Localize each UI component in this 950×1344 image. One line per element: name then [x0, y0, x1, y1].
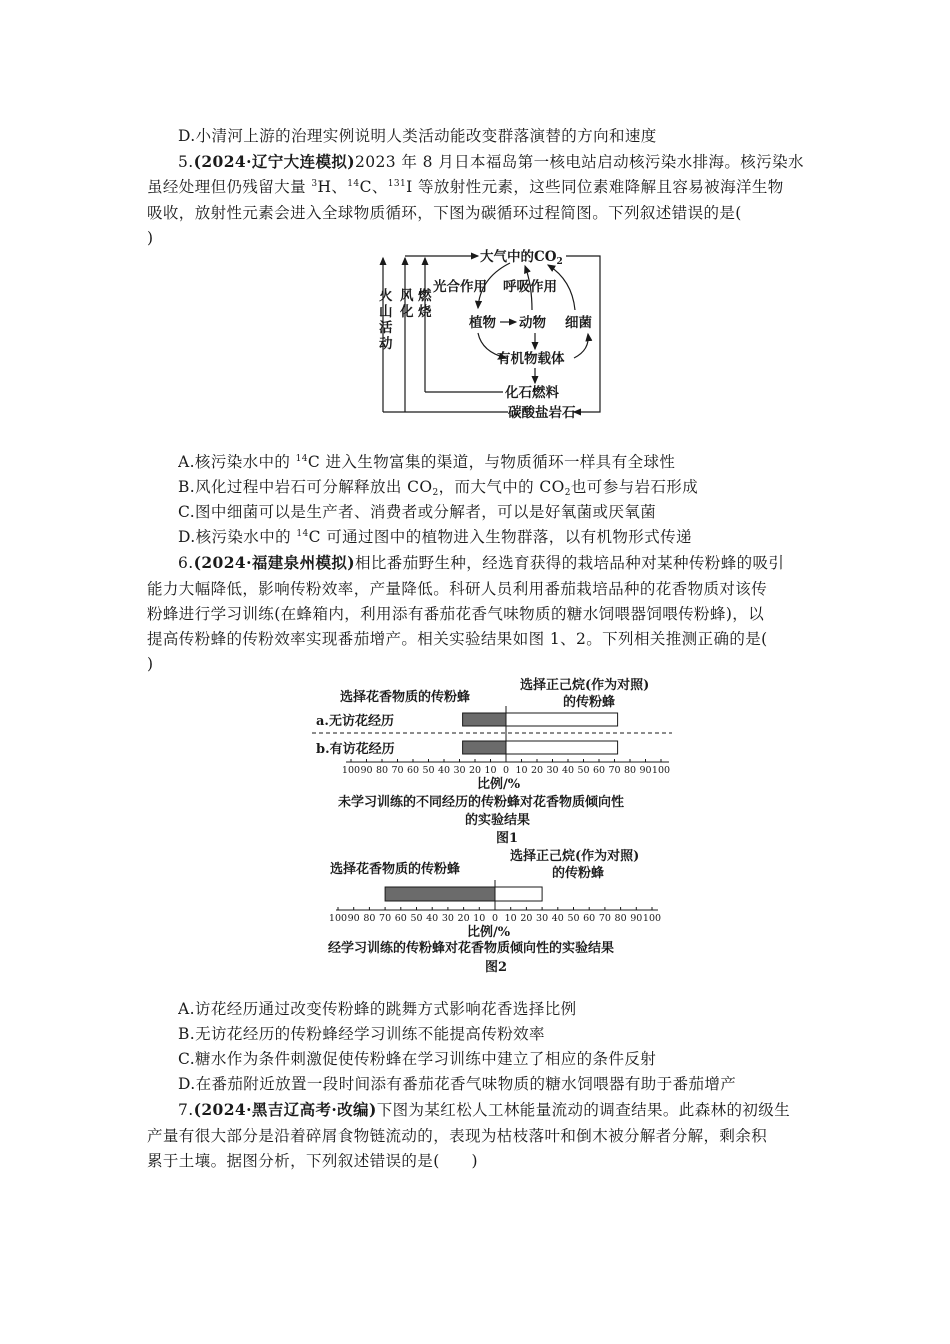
- tick-label: 50: [567, 913, 580, 924]
- tick-label: 20: [530, 765, 544, 776]
- label-volcanic-char: 动: [379, 336, 393, 352]
- tick-label: 30: [536, 913, 549, 924]
- tick-label: 60: [406, 765, 420, 776]
- q5-stem-line1: 5.(2024·辽宁大连模拟)2023 年 8 月日本福岛第一核电站启动核污染水排海。核污染水: [178, 152, 804, 171]
- fig1-right-label-1: 选择正己烷(作为对照): [520, 678, 650, 693]
- tick-label: 0: [502, 765, 510, 776]
- q5-option-c: C.图中细菌可以是生产者、消费者或分解者，可以是好氧菌或厌氧菌: [178, 503, 657, 521]
- tick-label: 70: [598, 913, 611, 924]
- tick-label: 10: [515, 765, 528, 776]
- tick-label: 0: [491, 913, 499, 924]
- fig1-category-a: a.无访花经历: [316, 714, 394, 729]
- q5-source: (2024·辽宁大连模拟): [193, 152, 355, 171]
- bar-floral-2: [463, 741, 506, 754]
- bar-floral-1: [463, 713, 506, 726]
- tick-label: 10: [504, 913, 517, 924]
- q7-stem-line1: 7.(2024·黑吉辽高考·改编)下图为某红松人工林能量流动的调查结果。此森林的初级生: [178, 1100, 791, 1119]
- tick-label: 30: [453, 765, 466, 776]
- fig1-caption-1: 未学习训练的不同经历的传粉蜂对花香物质倾向性: [338, 795, 625, 810]
- label-photosynthesis: 光合作用: [433, 279, 487, 295]
- fig1-category-b: b.有访花经历: [316, 742, 395, 757]
- fig1-left-label: 选择花香物质的传粉蜂: [340, 690, 471, 705]
- tick-label: 80: [375, 765, 389, 776]
- tick-label: 100: [328, 913, 348, 924]
- tick-label: 50: [577, 765, 590, 776]
- tick-label: 20: [468, 765, 482, 776]
- q7-source: (2024·黑吉辽高考·改编): [193, 1100, 377, 1119]
- tick-label: 90: [639, 765, 652, 776]
- q6-stem-line3: 粉蜂进行学习训练(在蜂箱内，利用添有番茄花香气味物质的糖水饲喂器饲喂传粉蜂)，以: [147, 605, 765, 623]
- q5-option-b: B.风化过程中岩石可分解释放出 $CO_2$，而大气中的 $CO_2$也可参与岩石形成: [178, 478, 699, 497]
- q5-stem-line4: ): [147, 229, 154, 247]
- fig1-right-label-2: 的传粉蜂: [563, 695, 616, 710]
- tick-label: 60: [394, 913, 407, 924]
- q7-stem-line2: 产量有很大部分是沿着碎屑食物链流动的，表现为枯枝落叶和倒木被分解者分解，剩余积: [147, 1127, 768, 1145]
- label-weathering-char: 化: [400, 304, 414, 320]
- label-volcanic-char: 活: [379, 320, 393, 336]
- bar-floral-1: [385, 887, 495, 901]
- q5-option-a: A.核污染水中的 $^{14}$C 进入生物富集的渠道，与物质循环一样具有全球性: [178, 453, 676, 471]
- q6-option-c: C.糖水作为条件刺激促使传粉蜂在学习训练中建立了相应的条件反射: [178, 1050, 657, 1068]
- q6-option-a: A.访花经历通过改变传粉蜂的跳舞方式影响花香选择比例: [178, 1000, 577, 1018]
- tick-label: 50: [422, 765, 435, 776]
- tick-label: 40: [551, 913, 564, 924]
- bar-hexane-1: [495, 887, 542, 901]
- q5-stem-line3: 吸收，放射性元素会进入全球物质循环，下图为碳循环过程简图。下列叙述错误的是(: [147, 204, 742, 222]
- tick-label: 80: [623, 765, 637, 776]
- tick-label: 70: [379, 913, 392, 924]
- fig2-caption: 经学习训练的传粉蜂对花香物质倾向性的实验结果: [328, 941, 615, 956]
- q6-stem-line5: ): [147, 655, 154, 673]
- tick-label: 60: [592, 765, 606, 776]
- label-burning-char: 烧: [418, 304, 432, 320]
- tick-label: 90: [630, 913, 643, 924]
- fig2-left-label: 选择花香物质的传粉蜂: [330, 862, 461, 877]
- tick-label: 90: [347, 913, 360, 924]
- tick-label: 40: [426, 913, 439, 924]
- fig1-figure-label: 图1: [496, 831, 519, 846]
- tick-label: 30: [441, 913, 454, 924]
- label-weathering-char: 风: [400, 288, 414, 304]
- tick-label: 30: [546, 765, 559, 776]
- node-carbonate-rock: 碳酸盐岩石: [508, 405, 576, 421]
- tick-label: 100: [341, 765, 361, 776]
- label-volcanic-char: 山: [379, 304, 393, 320]
- tick-label: 90: [360, 765, 373, 776]
- tick-label: 40: [561, 765, 575, 776]
- fig2-right-label-1: 选择正己烷(作为对照): [510, 849, 640, 864]
- tick-label: 20: [520, 913, 533, 924]
- tick-label: 100: [642, 913, 662, 924]
- node-animal: 动物: [519, 315, 546, 331]
- tick-label: 50: [410, 913, 423, 924]
- bar-hexane-2: [506, 741, 618, 754]
- label-volcanic-char: 火: [379, 288, 393, 304]
- fig2-xlabel: 比例/%: [467, 925, 511, 940]
- fig2-figure-label: 图2: [485, 960, 508, 975]
- q5-stem-line2: 虽经处理但仍残留大量 $^3$H、$^{14}$C、$^{131}$I 等放射性元素，这些同位素难降解且容易被海洋生物: [147, 178, 784, 196]
- q6-stem-line4: 提高传粉蜂的传粉效率实现番茄增产。相关实验结果如图 1、2。下列相关推测正确的是(: [147, 630, 768, 648]
- node-organic-carrier: 有机物载体: [497, 351, 565, 367]
- q7-stem-line3: 累于土壤。据图分析，下列叙述错误的是( ): [147, 1152, 478, 1170]
- q6-option-b: B.无访花经历的传粉蜂经学习训练不能提高传粉效率: [178, 1025, 545, 1043]
- node-fossil-fuel: 化石燃料: [505, 385, 559, 401]
- label-burning-char: 燃: [418, 288, 432, 304]
- tick-label: 10: [473, 913, 486, 924]
- node-plant: 植物: [469, 315, 496, 331]
- tick-label: 20: [457, 913, 470, 924]
- tick-label: 80: [363, 913, 376, 924]
- node-bacteria: 细菌: [565, 315, 592, 331]
- tick-label: 40: [437, 765, 451, 776]
- tick-label: 70: [608, 765, 621, 776]
- fig1-xlabel: 比例/%: [477, 777, 521, 792]
- q6-source: (2024·福建泉州模拟): [193, 553, 355, 572]
- bar-hexane-1: [506, 713, 618, 726]
- label-respiration: 呼吸作用: [503, 279, 557, 295]
- q5-option-d: D.核污染水中的 $^{14}$C 可通过图中的植物进入生物群落，以有机物形式传递: [178, 528, 692, 546]
- tick-label: 70: [391, 765, 404, 776]
- tick-label: 10: [484, 765, 497, 776]
- q6-stem-line1: 6.(2024·福建泉州模拟)相比番茄野生种，经选育获得的栽培品种对某种传粉蜂的吸引: [178, 553, 785, 572]
- q6-option-d: D.在番茄附近放置一段时间添有番茄花香气味物质的糖水饲喂器有助于番茄增产: [178, 1075, 737, 1093]
- fig2-right-label-2: 的传粉蜂: [552, 866, 605, 881]
- tick-label: 60: [583, 913, 596, 924]
- node-atmospheric-co2: 大气中的$CO_2$: [480, 249, 563, 267]
- tick-label: 100: [651, 765, 671, 776]
- q6-stem-line2: 能力大幅降低，影响传粉效率，产量降低。科研人员利用番茄栽培品种的花香物质对该传: [147, 580, 768, 598]
- tick-label: 80: [614, 913, 627, 924]
- q4-option-d: D.小清河上游的治理实例说明人类活动能改变群落演替的方向和速度: [178, 127, 657, 145]
- fig1-caption-2: 的实验结果: [465, 813, 531, 828]
